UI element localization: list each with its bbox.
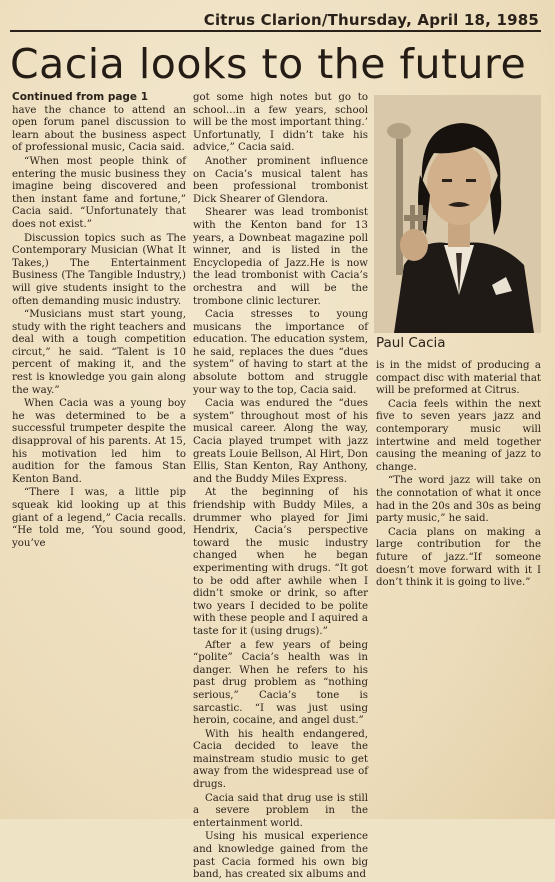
paragraph: Cacia plans on making a large contribution for the future of jazz.“If someone doesn’t move forward with it I don’t think it is going to live.” <box>376 526 541 589</box>
paragraph: “The word jazz will take on the connotation of what it once had in the 20s and 30s as being party music,” he said. <box>376 475 541 525</box>
portrait-illustration <box>374 95 541 333</box>
paragraph: At the beginning of his friendship with Buddy Miles, a drummer who played for Jimi Hendrix, Cacia’s perspective toward the music industry changed when he began experimenting with drugs. “It got to be odd after awhile when I didn’t smoke or drink, so after two years I decided to be polite with these people and I aquired a taste for it (using drugs).” <box>193 487 368 637</box>
article-column-2 <box>193 92 368 881</box>
headline: Cacia looks to the future <box>10 40 527 88</box>
article-column-3 <box>376 360 541 589</box>
portrait-photo <box>374 95 541 333</box>
article-column-1 <box>12 91 186 561</box>
paragraph: have the chance to attend an open forum panel discussion to learn about the business aspect of professional music, Cacia said. <box>12 104 186 154</box>
paragraph: Cacia was endured the “dues system” throughout most of his musical career. Along the way, Cacia played trumpet with jazz greats Louie Bellson, Al Hirt, Don Ellis, Stan Kenton, Ray Anthony, and the Buddy Miles Express. <box>193 398 368 485</box>
paragraph: Discussion topics such as The Contemporary Musician (What It Takes,) The Entertainment Business (The Tangible Industry,) will give students insight to the often demanding music industry. <box>12 232 186 307</box>
paragraph: Using his musical experience and knowledge gained from the past Cacia formed his own big band, has created six albums and <box>193 831 368 881</box>
masthead: Citrus Clarion/Thursday, April 18, 1985 <box>10 8 541 32</box>
continued-note: Continued from page 1 <box>12 91 149 103</box>
paragraph: “When most people think of entering the music business they imagine being discovered and then instant fame and fortune,” Cacia said. “Unfortunately that does not exist.” <box>12 155 186 230</box>
paragraph: Cacia said that drug use is still a severe problem in the entertainment world. <box>193 792 368 829</box>
paragraph: got some high notes but go to school...in a few years, school will be the most important thing.’ Unfortunatly, I didn’t take his advice,” Cacia said. <box>193 92 368 154</box>
paragraph: When Cacia was a young boy he was determined to be a successful trumpeter despite the disapproval of his parents. At 15, his motivation led him to audition for the famous Stan Kenton Band. <box>12 398 186 485</box>
paragraph: is in the midst of producing a compact disc with material that will be preformed at Citrus. <box>376 360 541 397</box>
paragraph: “Musicians must start young, study with the right teachers and deal with a tough competition circut,” he said. “Talent is 10 percent of making it, and the rest is knowledge you gain along the way.” <box>12 309 186 396</box>
paragraph: Shearer was lead trombonist with the Kenton band for 13 years, a Downbeat magazine poll winner, and is listed in the Encyclopedia of Jazz.He is now the lead trombonist with Cacia’s orchestra and will be the trombone clinic lecturer. <box>193 207 368 307</box>
paragraph: With his health endangered, Cacia decided to leave the mainstream studio music to get away from the widespread use of drugs. <box>193 728 368 791</box>
paragraph: Another prominent influence on Cacia’s musical talent has been professional trombonist Dick Shearer of Glendora. <box>193 155 368 205</box>
paragraph: Cacia feels within the next five to seven years jazz and contemporary music will intertwine and meld together causing the meaning of jazz to change. <box>376 398 541 473</box>
paragraph: “There I was, a little pip squeak kid looking up at this giant of a legend,” Cacia recalls. “He told me, ‘You sound good, you’ve <box>12 487 186 549</box>
paragraph: After a few years of being “polite” Cacia’s health was in danger. When he refers to his past drug problem as “nothing serious,” Cacia’s tone is sarcastic. “I was just using heroin, cocaine, and angel dust.” <box>193 639 368 727</box>
paragraph: Cacia stresses to young musicans the importance of education. The education system, he said, replaces the dues “dues system” of having to start at the absolute bottom and struggle your way to the top, Cacia said. <box>193 309 368 396</box>
photo-caption: Paul Cacia <box>376 335 446 351</box>
